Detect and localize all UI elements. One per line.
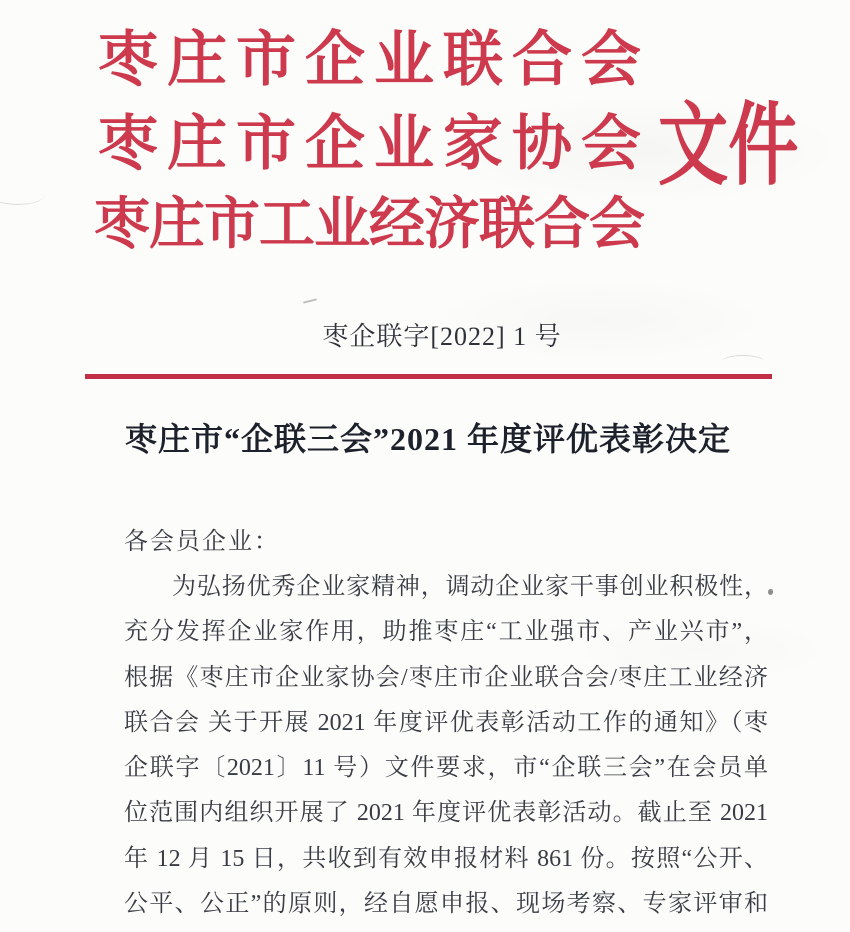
document-body	[124, 520, 768, 927]
body-line-6: 位范围内组织开展了 2021 年度评优表彰活动。截止至 2021	[124, 800, 768, 827]
salutation: 各会员企业：	[124, 529, 280, 555]
letterhead-org-name-3: 枣庄市工业经济联合会	[94, 194, 644, 256]
document-title: 枣庄市“企联三会”2021 年度评优表彰决定	[124, 421, 731, 457]
scan-artifact-dot	[768, 589, 773, 595]
body-line-4: 联合会 关于开展 2021 年度评优表彰活动工作的通知》（枣	[124, 709, 768, 736]
body-line-5: 企联字〔2021〕11 号）文件要求，市“企联三会”在会员单	[124, 755, 768, 782]
body-line-3: 根据《枣庄市企业家协会/枣庄市企业联合会/枣庄工业经济	[124, 664, 768, 691]
letterhead-org-name-2: 枣庄市企业家协会	[98, 111, 650, 177]
body-line-7: 年 12 月 15 日，共收到有效申报材料 861 份。按照“公开、	[124, 845, 768, 872]
letterhead-document-mark: 文件	[658, 97, 799, 196]
scan-artifact-squiggle	[722, 355, 764, 368]
scan-artifact-arc	[0, 174, 48, 210]
body-line-2: 充分发挥企业家作用，助推枣庄“工业强市、产业兴市”，	[124, 619, 768, 646]
body-line-8: 公平、公正”的原则，经自愿申报、现场考察、专家评审和	[124, 891, 768, 918]
scan-artifact-mark	[303, 298, 317, 303]
red-divider-line	[85, 374, 772, 379]
letterhead-org-name-1: 枣庄市企业联合会	[98, 27, 650, 93]
body-line-1: 为弘扬优秀企业家精神，调动企业家干事创业积极性，	[172, 574, 768, 600]
document-number: 枣企联字[2022] 1 号	[322, 322, 562, 351]
